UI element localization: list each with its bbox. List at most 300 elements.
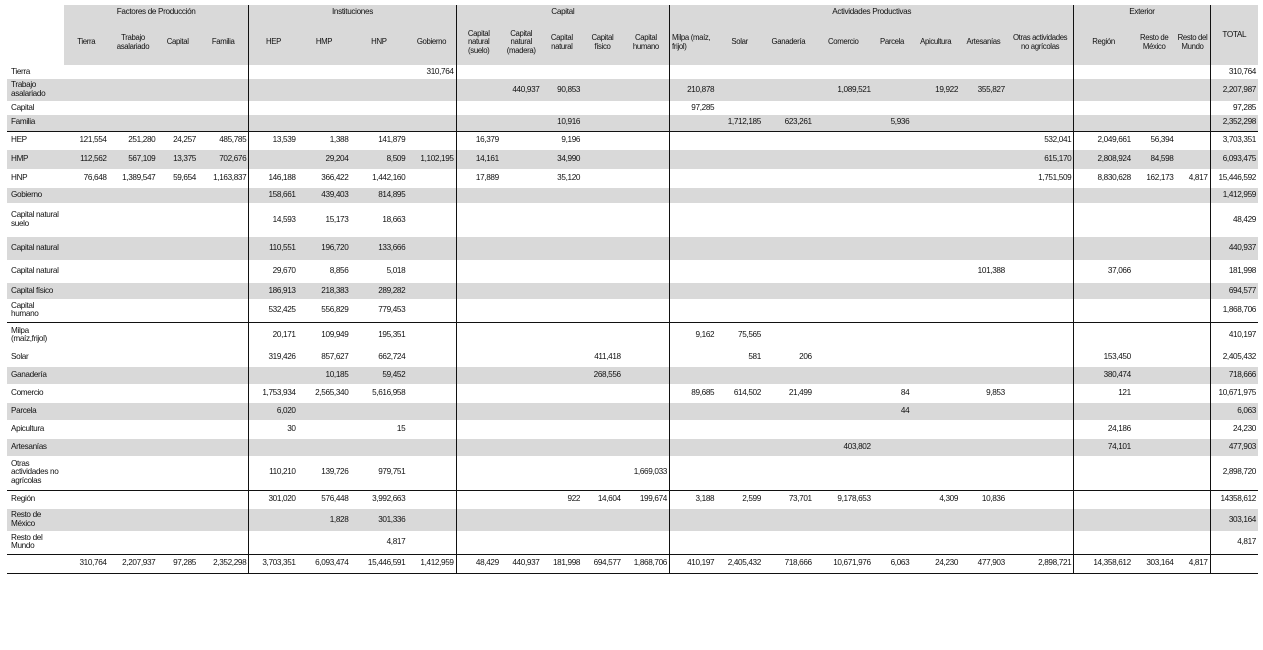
matrix-cell (64, 420, 109, 439)
matrix-cell: 614,502 (733, 388, 761, 398)
matrix-cell (1133, 403, 1176, 420)
matrix-cell (873, 260, 912, 283)
matrix-cell (1074, 101, 1133, 115)
matrix-row (7, 131, 1258, 150)
matrix-cell: 76,648 (83, 173, 107, 183)
matrix-cell: 218,383 (298, 283, 351, 299)
matrix-cell: 1,102,195 (407, 150, 456, 169)
row-label: Región (7, 490, 64, 509)
matrix-cell (541, 403, 582, 420)
row-label: Capital humano (11, 300, 39, 319)
matrix-cell: 14,593 (249, 203, 298, 237)
matrix-cell (198, 384, 249, 403)
matrix-cell (911, 509, 960, 531)
matrix-cell: 440,937 (501, 79, 542, 101)
group-actividades: Actividades Productivas (670, 5, 1074, 20)
matrix-cell (109, 439, 158, 456)
col-header: Gobierno (407, 20, 456, 65)
matrix-cell (456, 348, 501, 367)
matrix-cell: 556,829 (321, 304, 349, 314)
matrix-cell (1175, 283, 1210, 299)
matrix-cell: 146,188 (249, 169, 298, 188)
matrix-cell (623, 322, 670, 348)
matrix-cell (64, 531, 109, 554)
matrix-cell (623, 509, 670, 531)
matrix-cell (1074, 299, 1133, 322)
row-label: Milpa (maíz,frijol) (7, 322, 64, 348)
matrix-cell: 355,827 (960, 79, 1007, 101)
matrix-cell (350, 65, 407, 79)
matrix-cell (582, 283, 623, 299)
row-label: Resto del Mundo (11, 532, 43, 551)
matrix-cell (407, 260, 456, 283)
col-header: Artesanías (960, 20, 1007, 65)
matrix-cell: 857,627 (321, 352, 349, 362)
matrix-cell (814, 283, 873, 299)
matrix-cell (456, 188, 501, 203)
matrix-cell (911, 348, 960, 367)
col-header: Capital físico (582, 20, 623, 65)
matrix-cell (407, 456, 456, 490)
matrix-cell (298, 420, 351, 439)
matrix-cell: 24,257 (157, 131, 198, 150)
matrix-cell (1133, 79, 1176, 101)
matrix-cell (623, 79, 670, 101)
matrix-row (7, 169, 1258, 188)
matrix-cell: 922 (541, 490, 582, 509)
matrix-cell (1133, 237, 1176, 260)
column-total: 2,898,721 (1007, 554, 1074, 573)
matrix-cell: 310,764 (426, 66, 454, 76)
col-header: Apicultura (911, 20, 960, 65)
matrix-cell (1175, 101, 1210, 115)
matrix-cell (623, 420, 670, 439)
matrix-cell (1007, 115, 1074, 131)
matrix-cell (501, 65, 542, 79)
matrix-cell (1175, 403, 1210, 420)
matrix-cell (456, 509, 501, 531)
matrix-cell (873, 299, 912, 322)
matrix-cell: 1,828 (298, 509, 351, 531)
matrix-cell (157, 260, 198, 283)
matrix-cell (198, 322, 249, 348)
matrix-cell (198, 367, 249, 384)
matrix-cell (670, 65, 717, 79)
matrix-cell (64, 299, 109, 322)
matrix-cell (298, 79, 351, 101)
matrix-cell (157, 420, 198, 439)
matrix-cell (501, 509, 542, 531)
col-header: HMP (298, 20, 351, 65)
matrix-cell (716, 531, 763, 554)
matrix-cell: 34,990 (541, 150, 582, 169)
matrix-cell (157, 439, 198, 456)
matrix-cell (582, 509, 623, 531)
matrix-cell (198, 348, 249, 367)
matrix-cell (1133, 367, 1176, 384)
matrix-cell (541, 531, 582, 554)
matrix-cell (814, 456, 873, 490)
matrix-cell (763, 203, 814, 237)
matrix-cell (109, 348, 158, 367)
matrix-cell: 29,204 (298, 150, 351, 169)
matrix-cell (1007, 367, 1074, 384)
matrix-cell (157, 188, 198, 203)
matrix-cell: 196,720 (298, 237, 351, 260)
matrix-cell (157, 531, 198, 554)
matrix-cell (814, 203, 873, 237)
matrix-cell (407, 403, 456, 420)
matrix-cell (109, 384, 158, 403)
row-total: 97,285 (1210, 101, 1258, 115)
matrix-cell (1175, 490, 1210, 509)
matrix-cell (109, 456, 158, 490)
matrix-cell (960, 403, 1007, 420)
matrix-cell (1175, 456, 1210, 490)
matrix-cell (109, 420, 158, 439)
matrix-cell (670, 367, 717, 384)
col-header: HNP (350, 20, 407, 65)
row-total: 3,703,351 (1210, 131, 1258, 150)
matrix-cell (157, 490, 198, 509)
matrix-cell (763, 131, 814, 150)
matrix-cell (960, 348, 1007, 367)
matrix-cell (716, 188, 763, 203)
matrix-cell: 9,853 (986, 388, 1005, 398)
matrix-cell (911, 384, 960, 403)
matrix-cell (501, 260, 542, 283)
matrix-cell (814, 237, 873, 260)
matrix-cell (501, 169, 542, 188)
column-total: 3,703,351 (249, 554, 298, 573)
matrix-cell (157, 348, 198, 367)
matrix-row (7, 188, 1258, 203)
matrix-cell (911, 260, 960, 283)
matrix-cell (350, 439, 407, 456)
matrix-cell (582, 131, 623, 150)
matrix-cell (582, 531, 623, 554)
matrix-cell (64, 367, 109, 384)
matrix-cell (109, 367, 158, 384)
column-total: 1,868,706 (623, 554, 670, 573)
matrix-cell (670, 299, 717, 322)
matrix-cell (670, 456, 717, 490)
matrix-cell (64, 79, 109, 101)
matrix-cell (456, 456, 501, 490)
matrix-cell (249, 101, 298, 115)
col-header: Milpa (maíz, frijol) (670, 20, 717, 65)
matrix-cell (64, 348, 109, 367)
matrix-cell (109, 299, 158, 322)
matrix-cell (541, 299, 582, 322)
row-total: 2,207,987 (1210, 79, 1258, 101)
matrix-cell: 380,474 (1074, 367, 1133, 384)
matrix-cell (670, 509, 717, 531)
matrix-cell: 289,282 (350, 283, 407, 299)
matrix-cell (1133, 260, 1176, 283)
matrix-cell (1175, 188, 1210, 203)
row-total: 15,446,592 (1210, 169, 1258, 188)
matrix-cell (873, 65, 912, 79)
matrix-cell (1133, 384, 1176, 403)
row-total: 440,937 (1210, 237, 1258, 260)
matrix-cell (109, 322, 158, 348)
matrix-cell (814, 322, 873, 348)
matrix-row (7, 509, 1258, 531)
column-totals-row (7, 554, 1258, 573)
matrix-cell (670, 439, 717, 456)
matrix-cell (407, 283, 456, 299)
matrix-cell: 5,616,958 (372, 388, 406, 398)
matrix-row (7, 439, 1258, 456)
matrix-cell (716, 509, 763, 531)
matrix-cell (456, 490, 501, 509)
matrix-cell (541, 509, 582, 531)
matrix-cell (456, 299, 501, 322)
matrix-cell (1007, 322, 1074, 348)
matrix-cell (911, 283, 960, 299)
matrix-cell (911, 150, 960, 169)
matrix-cell (623, 65, 670, 79)
col-header: Resto del Mundo (1175, 20, 1210, 65)
matrix-cell: 779,453 (378, 304, 406, 314)
grand-total-cell (1210, 554, 1258, 573)
row-label: Tierra (11, 66, 30, 76)
row-label: Solar (11, 352, 29, 362)
matrix-cell (911, 456, 960, 490)
matrix-cell (1133, 420, 1176, 439)
matrix-cell (623, 299, 670, 322)
matrix-cell (1175, 115, 1210, 131)
matrix-cell (716, 150, 763, 169)
matrix-row (7, 403, 1258, 420)
matrix-cell (716, 101, 763, 115)
matrix-cell (109, 115, 158, 131)
matrix-row (7, 531, 1258, 554)
matrix-cell: 17,889 (456, 169, 501, 188)
matrix-cell (407, 384, 456, 403)
row-label: Familia (7, 115, 64, 131)
matrix-cell: 8,830,628 (1074, 169, 1133, 188)
matrix-cell (716, 420, 763, 439)
matrix-cell (716, 65, 763, 79)
matrix-cell (873, 439, 912, 456)
matrix-cell (1175, 299, 1210, 322)
matrix-cell (1007, 188, 1074, 203)
matrix-cell: 199,674 (623, 490, 670, 509)
row-label: HEP (7, 131, 64, 150)
matrix-row (7, 115, 1258, 131)
matrix-cell (456, 384, 501, 403)
matrix-cell (1074, 456, 1133, 490)
matrix-cell (1007, 101, 1074, 115)
matrix-cell (249, 115, 298, 131)
matrix-cell (911, 403, 960, 420)
matrix-cell (350, 115, 407, 131)
matrix-row (7, 101, 1258, 115)
matrix-cell (763, 367, 814, 384)
matrix-cell: 14,604 (582, 490, 623, 509)
matrix-cell (716, 456, 763, 490)
matrix-cell (1175, 237, 1210, 260)
matrix-cell (716, 169, 763, 188)
matrix-row (7, 348, 1258, 367)
matrix-cell: 73,701 (763, 490, 814, 509)
matrix-cell (64, 237, 109, 260)
matrix-cell (623, 101, 670, 115)
matrix-cell (1074, 283, 1133, 299)
matrix-cell (198, 439, 249, 456)
matrix-cell (873, 531, 912, 554)
matrix-cell: 206 (799, 352, 812, 362)
matrix-cell (763, 439, 814, 456)
matrix-cell (960, 115, 1007, 131)
column-total: 2,352,298 (198, 554, 249, 573)
matrix-cell (407, 367, 456, 384)
totals-row-label (7, 554, 64, 573)
matrix-cell (501, 150, 542, 169)
matrix-cell (582, 439, 623, 456)
matrix-cell (911, 169, 960, 188)
matrix-cell: 16,379 (456, 131, 501, 150)
matrix-row (7, 237, 1258, 260)
matrix-cell (64, 490, 109, 509)
matrix-cell (911, 65, 960, 79)
matrix-cell: 121 (1074, 384, 1133, 403)
matrix-cell (873, 203, 912, 237)
matrix-cell: 89,685 (670, 384, 717, 403)
matrix-cell (716, 203, 763, 237)
matrix-cell (501, 101, 542, 115)
matrix-cell (407, 101, 456, 115)
matrix-cell: 121,554 (64, 131, 109, 150)
matrix-cell (814, 65, 873, 79)
matrix-cell: 56,394 (1133, 131, 1176, 150)
matrix-cell: 110,210 (249, 456, 298, 490)
matrix-cell: 9,162 (670, 322, 717, 348)
matrix-cell: 576,448 (298, 490, 351, 509)
matrix-cell (960, 299, 1007, 322)
matrix-cell (716, 403, 763, 420)
row-total: 1,412,959 (1210, 188, 1258, 203)
column-total: 718,666 (763, 554, 814, 573)
matrix-cell (1133, 65, 1176, 79)
column-total: 694,577 (582, 554, 623, 573)
matrix-cell (814, 260, 873, 283)
matrix-cell (541, 237, 582, 260)
matrix-cell (960, 283, 1007, 299)
matrix-cell (109, 79, 158, 101)
matrix-cell (582, 299, 623, 322)
row-total: 4,817 (1210, 531, 1258, 554)
matrix-cell (1133, 509, 1176, 531)
row-total: 303,164 (1210, 509, 1258, 531)
matrix-row (7, 490, 1258, 509)
matrix-cell (716, 283, 763, 299)
matrix-cell (407, 115, 456, 131)
matrix-cell: 2,565,340 (315, 388, 349, 398)
col-header: Capital natural (suelo) (456, 20, 501, 65)
matrix-cell (350, 79, 407, 101)
column-total: 48,429 (456, 554, 501, 573)
matrix-cell: 979,751 (378, 467, 406, 477)
matrix-cell (456, 237, 501, 260)
matrix-cell: 1,163,837 (213, 173, 247, 183)
matrix-cell (249, 79, 298, 101)
matrix-cell (407, 79, 456, 101)
matrix-cell: 158,661 (249, 188, 298, 203)
matrix-cell (198, 403, 249, 420)
matrix-cell: 84 (900, 388, 910, 398)
row-total: 24,230 (1210, 420, 1258, 439)
matrix-cell (623, 531, 670, 554)
matrix-cell: 109,949 (298, 322, 351, 348)
matrix-cell (501, 237, 542, 260)
matrix-cell (541, 203, 582, 237)
matrix-cell (763, 65, 814, 79)
matrix-cell (873, 188, 912, 203)
row-total: 181,998 (1210, 260, 1258, 283)
matrix-cell (873, 101, 912, 115)
row-total: 6,063 (1210, 403, 1258, 420)
group-capital: Capital (456, 5, 669, 20)
matrix-cell: 2,049,661 (1074, 131, 1133, 150)
matrix-cell (64, 260, 109, 283)
matrix-cell: 702,676 (198, 150, 249, 169)
column-header-row (7, 20, 1258, 65)
row-total: 718,666 (1210, 367, 1258, 384)
row-total: 310,764 (1210, 65, 1258, 79)
matrix-cell: 210,878 (670, 79, 717, 101)
matrix-cell (350, 101, 407, 115)
matrix-cell: 403,802 (814, 439, 873, 456)
matrix-cell (1175, 131, 1210, 150)
matrix-cell (1133, 531, 1176, 554)
matrix-cell (582, 188, 623, 203)
row-label: Artesanías (7, 439, 64, 456)
matrix-cell (911, 420, 960, 439)
column-total: 303,164 (1133, 554, 1176, 573)
matrix-row (7, 367, 1258, 384)
matrix-cell (670, 237, 717, 260)
matrix-cell (911, 439, 960, 456)
matrix-cell (407, 203, 456, 237)
matrix-cell (1074, 79, 1133, 101)
row-label: Capital natural (7, 237, 64, 260)
matrix-cell (456, 79, 501, 101)
matrix-cell: 5,936 (873, 115, 912, 131)
matrix-cell (582, 101, 623, 115)
matrix-cell (109, 188, 158, 203)
matrix-row (7, 79, 1258, 101)
matrix-cell: 411,418 (594, 352, 621, 362)
row-label: Gobierno (7, 188, 64, 203)
matrix-cell (960, 169, 1007, 188)
matrix-cell: 251,280 (109, 131, 158, 150)
matrix-row (7, 150, 1258, 169)
matrix-cell (960, 367, 1007, 384)
matrix-cell (716, 367, 763, 384)
matrix-cell (873, 348, 912, 367)
matrix-row (7, 420, 1258, 439)
row-label: Otras actividades no agrícolas (11, 458, 59, 486)
matrix-cell (407, 299, 456, 322)
column-total: 310,764 (64, 554, 109, 573)
matrix-cell (157, 237, 198, 260)
matrix-cell (623, 150, 670, 169)
matrix-cell (350, 403, 407, 420)
matrix-cell (456, 403, 501, 420)
